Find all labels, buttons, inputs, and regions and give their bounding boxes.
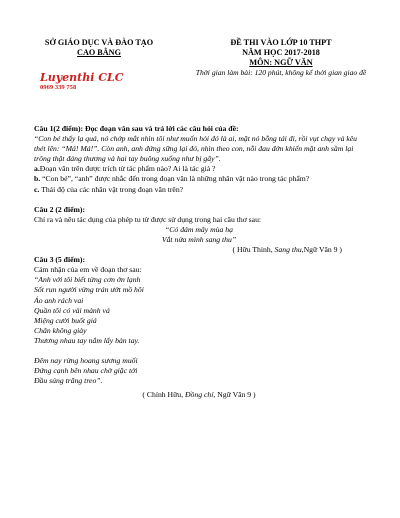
q3-source-book: Ngữ Văn 9 ) — [215, 390, 256, 400]
q3-source-work: Đồng chí, — [184, 390, 216, 400]
q1-part-a — [34, 164, 364, 174]
q1-passage: “Con bé thấy lạ quá, nó chớp mắt nhìn tôi như muốn hỏi đó là ai, mặt nó bỗng tái đi, rồi vụt chạy và kêu thét lên: “Má! Má!”. Còn anh, anh đứng sững lại đó, nhìn theo con, nỗi đau đớn khiến mặt anh sầm lại trông thật đáng thương và hai tay buông xuống như bị gãy”. — [34, 134, 358, 164]
q3-poem-line: Thương nhau tay nắm lấy bàn tay. — [34, 335, 140, 345]
q3-prompt: Cảm nhận của em về đoạn thơ sau: — [34, 265, 142, 275]
q3-title: Câu 3 (5 điểm): — [34, 255, 86, 265]
exam-content — [34, 124, 364, 400]
q3-poem-line: Đêm nay rừng hoang sương muối — [34, 355, 138, 365]
issuer-name: SỞ GIÁO DỤC VÀ ĐÀO TẠO — [44, 38, 154, 47]
q2-poem-line: Vắt nửa mình sang thu” — [161, 234, 237, 244]
q3-poem-line: Đầu súng trăng treo”. — [34, 376, 103, 386]
brand-watermark — [40, 72, 130, 92]
q2-source-work: Sang thu, — [274, 245, 304, 255]
q1-c-text: Thái độ của các nhân vật trong đoạn văn trên? — [39, 184, 184, 194]
q3-poem-line: Chân không giày — [34, 325, 87, 335]
brand-name: Luyenthi CLC — [40, 71, 124, 84]
q3-source-author: ( Chính Hữu, — [142, 390, 185, 400]
q3-poem-line: Miệng cười buốt giá — [34, 315, 97, 325]
q3-poem-line: Sốt run người vừng trán ướt mồ hôi — [34, 285, 144, 295]
issuer-province: CAO BẰNG — [77, 48, 121, 57]
q3-poem-line: Đứng cạnh bên nhau chờ giặc tới — [34, 366, 138, 376]
q1-part-b — [34, 174, 364, 184]
q3-poem-line: Áo anh rách vai — [34, 295, 84, 305]
q2-prompt: Chỉ ra và nêu tác dụng của phép tu từ được sử dụng trong hai câu thơ sau: — [34, 214, 262, 224]
q3-poem-line: Quần tôi có vài mảnh vá — [34, 305, 110, 315]
q2-source-author: ( Hữu Thỉnh, — [232, 245, 275, 255]
brand-phone: 0969 339 758 — [40, 84, 77, 91]
q1-c-label: c. — [34, 184, 40, 194]
q2-source — [34, 245, 364, 255]
q1-a-label: a. — [34, 164, 40, 174]
q1-a-text: Đoạn văn trên được trích từ tác phẩm nào? Ai là tác giả ? — [39, 164, 216, 174]
q1-b-text: “Con bé”, “anh” được nhắc đến trong đoạn văn là những nhân vật nào trong tác phẩm? — [40, 174, 310, 184]
q2-source-book: Ngữ Văn 9 ) — [303, 245, 342, 255]
q1-b-label: b. — [34, 174, 41, 184]
school-year: NĂM HỌC 2017-2018 — [242, 48, 320, 57]
exam-title-block — [186, 38, 376, 78]
q3-source — [34, 390, 364, 400]
q2-title: Câu 2 (2 điểm): — [34, 204, 86, 214]
exam-title: ĐỀ THI VÀO LỚP 10 THPT — [230, 38, 332, 47]
q2-poem-line: “Có đám mây mùa hạ — [165, 224, 233, 234]
issuer-block — [34, 38, 164, 58]
q1-part-c — [34, 185, 364, 195]
subject: MÔN: NGỮ VĂN — [249, 58, 313, 67]
q3-poem-line: “Anh với tôi biết từng cơn ớn lạnh — [34, 275, 141, 285]
time-note: Thời gian làm bài: 120 phút, không kể thời gian giao đề — [195, 68, 367, 77]
q1-title: Câu 1(2 điểm): Đọc đoạn văn sau và trả lời các câu hỏi của đề: — [34, 124, 239, 133]
